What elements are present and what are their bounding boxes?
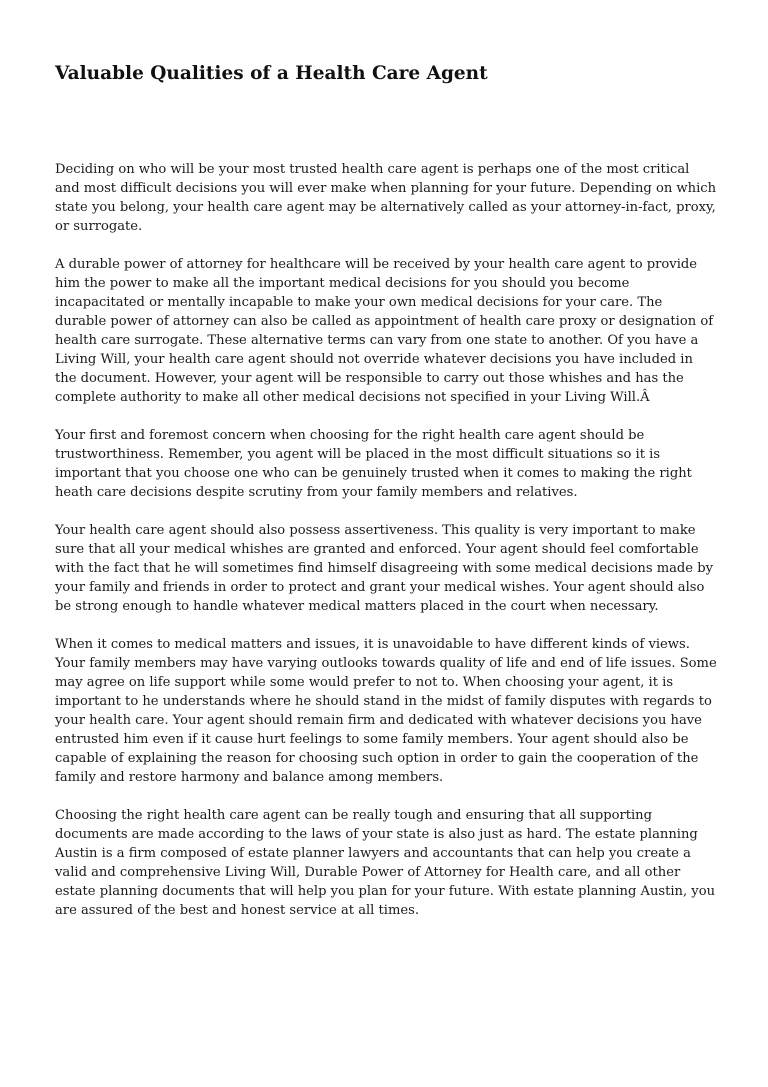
paragraph-conclusion: Choosing the right health care agent can be really tough and ensuring that all supporting documents are made according to the laws of your state is also just as hard. The estate planning Austin is a firm composed of estate planner lawyers and accountants that can help you create a valid and comprehensive Living Will, Durable Power of Attorney for Health care, and all other estate planning documents that will help you plan for your future. With estate planning Austin, you are assured of the best and honest service at all times. (55, 808, 716, 918)
document-title: Valuable Qualities of a Health Care Agent (55, 63, 488, 84)
paragraph-intro: Deciding on who will be your most trusted health care agent is perhaps one of the most critical and most difficult decisions you will ever make when planning for your future. Depending on which state you belong, your health care agent may be alternatively called as your attorney-in-fact, proxy, or surrogate. (55, 162, 717, 234)
paragraph-trustworthiness: Your first and foremost concern when choosing for the right health care agent should be trustworthiness. Remember, you agent will be placed in the most difficult situations so it is important that you choose one who can be genuinely trusted when it comes to making the right heath care decisions despite scrutiny from your family members and relatives. (55, 428, 692, 500)
document-body (55, 160, 717, 939)
paragraph-assertiveness: Your health care agent should also possess assertiveness. This quality is very important to make sure that all your medical whishes are granted and enforced. Your agent should feel comfortable with the fact that he will sometimes find himself disagreeing with some medical decisions made by your family and friends in order to protect and grant your medical wishes. Your agent should also be strong enough to handle whatever medical matters placed in the court when necessary. (55, 523, 713, 614)
paragraph-family-views: When it comes to medical matters and issues, it is unavoidable to have different kinds of views. Your family members may have varying outlooks towards quality of life and end of life issues. Some may agree on life support while some would prefer to not to. When choosing your agent, it is important to he understands where he should stand in the midst of family disputes with regards to your health care. Your agent should remain firm and dedicated with whatever decisions you have entrusted him even if it cause hurt feelings to some family members. Your agent should also be capable of explaining the reason for choosing such option in order to gain the cooperation of the family and restore harmony and balance among members. (55, 637, 717, 785)
paragraph-durable-power: A durable power of attorney for healthcare will be received by your health care agent to provide him the power to make all the important medical decisions for you should you become incapacitated or mentally incapable to make your own medical decisions for your care. The durable power of attorney can also be called as appointment of health care proxy or designation of health care surrogate. These alternative terms can vary from one state to another. Of you have a Living Will, your health care agent should not override whatever decisions you have included in the document. However, your agent will be responsible to carry out those whishes and has the complete authority to make all other medical decisions not specified in your Living Will.Â (55, 257, 714, 405)
